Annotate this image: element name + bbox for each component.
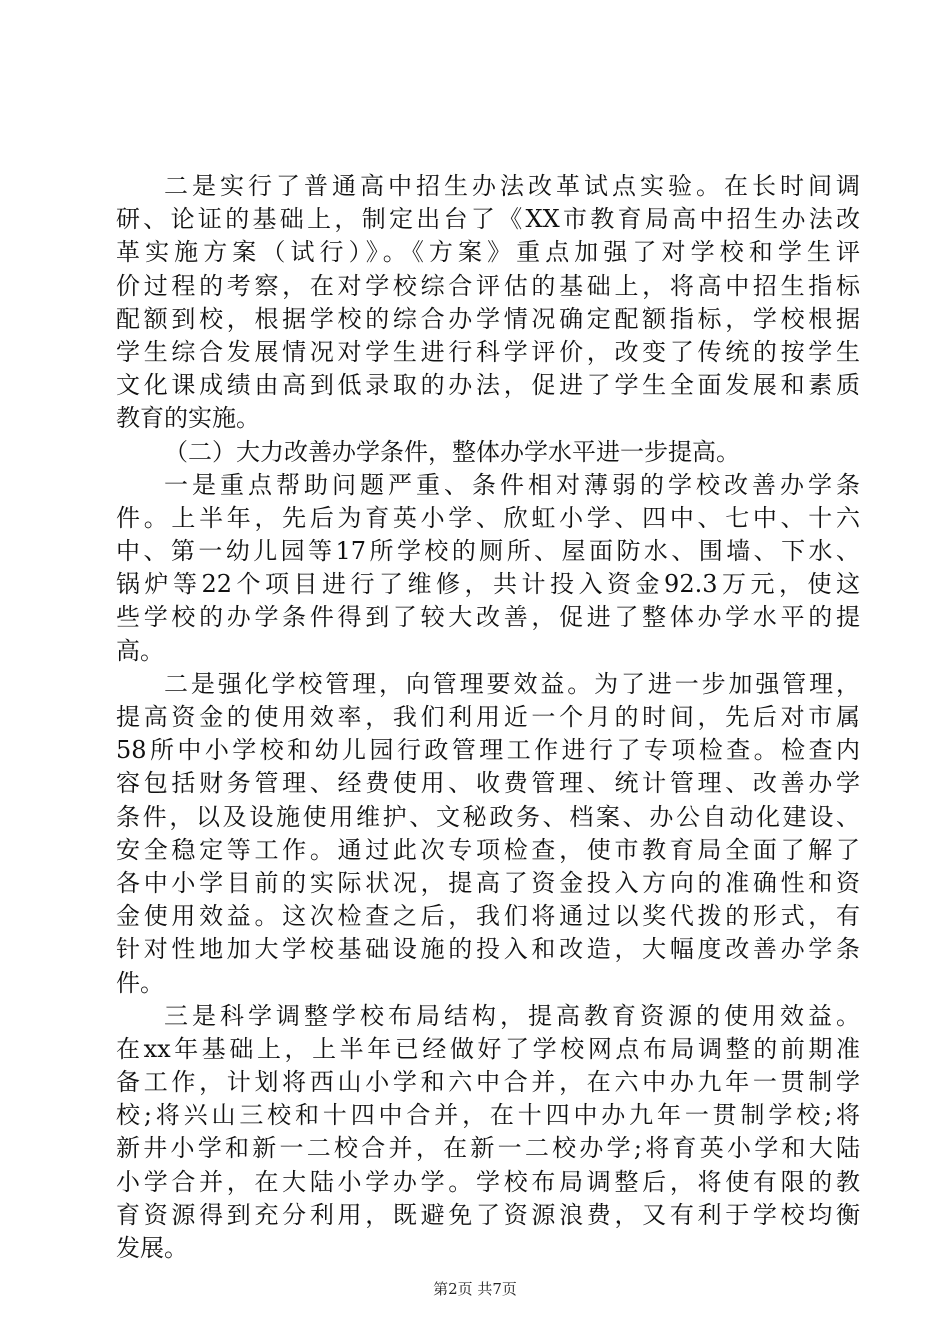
text-line: 锅炉等22个项目进行了维修，共计投入资金92.3万元，使这 bbox=[116, 570, 860, 599]
text-line: 二是实行了普通高中招生办法改革试点实验。在长时间调 bbox=[164, 172, 860, 200]
text-line: 一是重点帮助问题严重、条件相对薄弱的学校改善办学条 bbox=[164, 470, 860, 499]
text-line: 件。 bbox=[116, 968, 164, 997]
text-line: 在xx年基础上，上半年已经做好了学校网点布局调整的前期准 bbox=[116, 1034, 860, 1063]
page-footer: 第2页 共7页 bbox=[433, 1280, 517, 1298]
body-text bbox=[116, 170, 860, 1265]
text-line: 二是强化学校管理，向管理要效益。为了进一步加强管理， bbox=[164, 669, 860, 698]
text-line: 中、第一幼儿园等17所学校的厕所、屋面防水、围墙、下水、 bbox=[116, 537, 860, 566]
text-line: 备工作，计划将西山小学和六中合并，在六中办九年一贯制学 bbox=[116, 1068, 860, 1097]
text-line: 育资源得到充分利用，既避免了资源浪费，又有利于学校均衡 bbox=[116, 1200, 860, 1229]
text-line: 配额到校，根据学校的综合办学情况确定配额指标，学校根据 bbox=[116, 304, 860, 333]
text-line: 教育的实施。 bbox=[116, 404, 260, 433]
text-line: 发展。 bbox=[116, 1234, 188, 1262]
text-line: （二）大力改善办学条件，整体办学水平进一步提高。 bbox=[164, 437, 740, 466]
paragraph bbox=[116, 469, 860, 668]
text-line: 容包括财务管理、经费使用、收费管理、统计管理、改善办学 bbox=[116, 769, 860, 798]
text-line: 研、论证的基础上，制定出台了《XX市教育局高中招生办法改 bbox=[116, 205, 860, 234]
text-line: 三是科学调整学校布局结构，提高教育资源的使用效益。 bbox=[164, 1001, 860, 1030]
text-line: 安全稳定等工作。通过此次专项检查，使市教育局全面了解了 bbox=[116, 835, 860, 864]
paragraph bbox=[116, 668, 860, 1000]
text-line: 条件，以及设施使用维护、文秘政务、档案、办公自动化建设、 bbox=[116, 802, 860, 831]
text-line: 针对性地加大学校基础设施的投入和改造，大幅度改善办学条 bbox=[116, 935, 860, 964]
paragraph bbox=[116, 436, 860, 469]
text-line: 革实施方案（试行）》。《方案》重点加强了对学校和学生评 bbox=[116, 238, 860, 267]
text-line: 文化课成绩由高到低录取的办法，促进了学生全面发展和素质 bbox=[116, 371, 860, 400]
text-line: 小学合并，在大陆小学办学。学校布局调整后，将使有限的教 bbox=[116, 1167, 860, 1196]
text-line: 各中小学目前的实际状况，提高了资金投入方向的准确性和资 bbox=[116, 868, 860, 897]
text-line: 些学校的办学条件得到了较大改善，促进了整体办学水平的提 bbox=[116, 603, 860, 632]
text-line: 高。 bbox=[116, 636, 164, 665]
text-line: 校;将兴山三校和十四中合并，在十四中办九年一贯制学校;将 bbox=[116, 1101, 860, 1130]
text-line: 新井小学和新一二校合并，在新一二校办学;将育英小学和大陆 bbox=[116, 1134, 860, 1163]
text-line: 价过程的考察，在对学校综合评估的基础上，将高中招生指标 bbox=[116, 271, 860, 300]
paragraph bbox=[116, 1000, 860, 1266]
text-line: 学生综合发展情况对学生进行科学评价，改变了传统的按学生 bbox=[116, 337, 860, 366]
text-line: 金使用效益。这次检查之后，我们将通过以奖代拨的形式，有 bbox=[116, 902, 860, 931]
text-line: 件。上半年，先后为育英小学、欣虹小学、四中、七中、十六 bbox=[116, 503, 860, 532]
paragraph bbox=[116, 170, 860, 436]
text-line: 提高资金的使用效率，我们利用近一个月的时间，先后对市属 bbox=[116, 703, 860, 731]
text-line: 58所中小学校和幼儿园行政管理工作进行了专项检查。检查内 bbox=[116, 736, 860, 765]
